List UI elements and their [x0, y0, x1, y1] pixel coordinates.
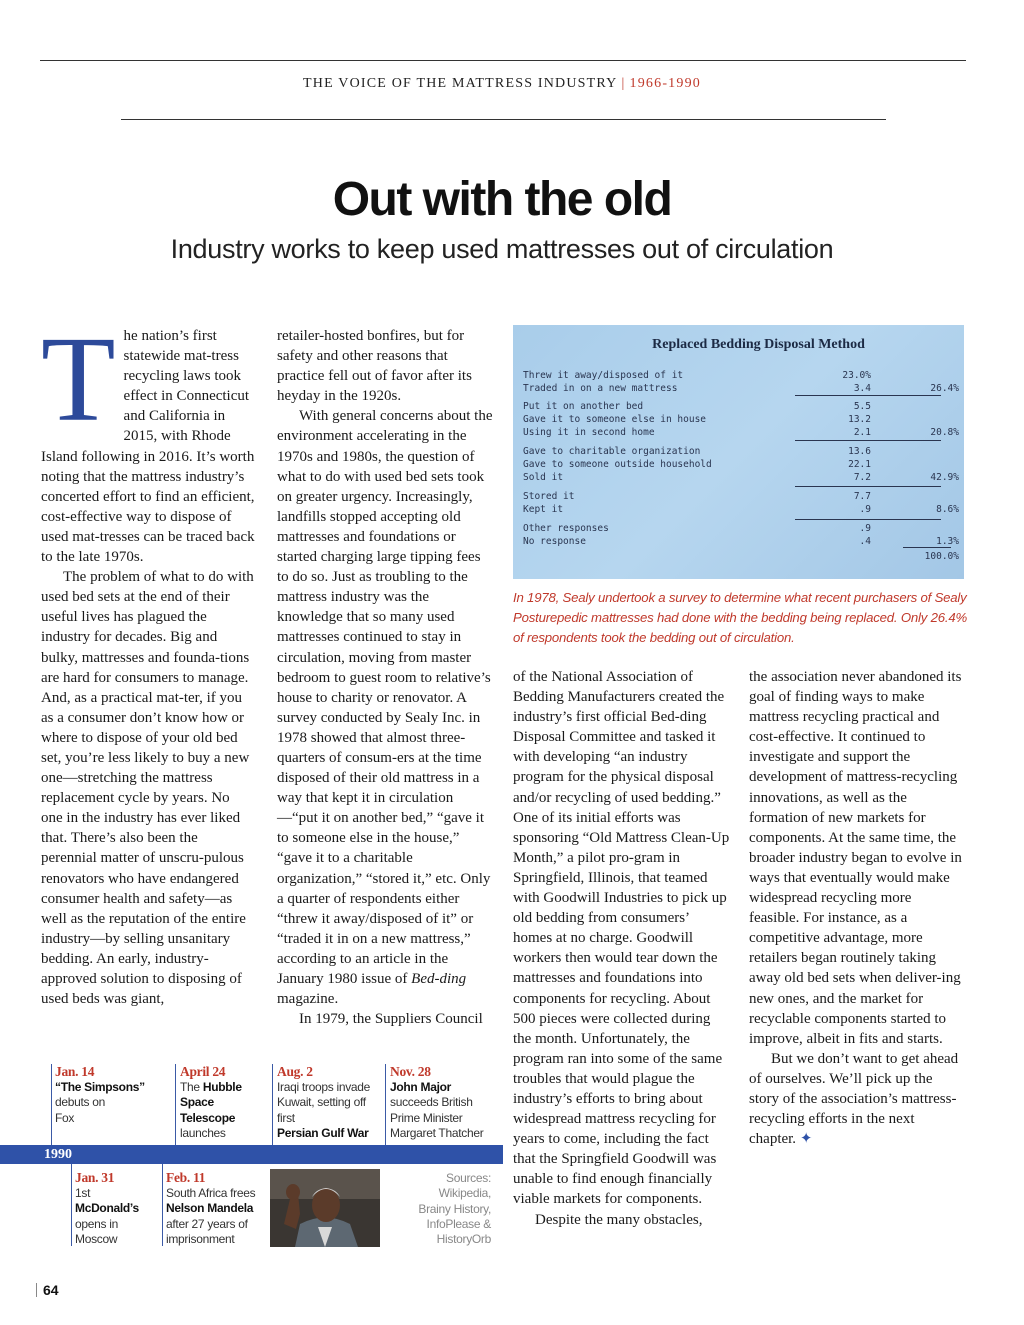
- survey-row-label: Put it on another bed: [523, 401, 644, 412]
- timeline-tick: [71, 1164, 72, 1246]
- top-rule: [40, 60, 966, 61]
- timeline-tick: [272, 1064, 273, 1145]
- timeline-tick: [175, 1064, 176, 1145]
- survey-row-label: Using it in second home: [523, 427, 655, 438]
- survey-row-total: 8.6%: [936, 504, 959, 515]
- survey-table-photo: [513, 325, 964, 579]
- survey-row: [523, 446, 963, 459]
- survey-row-value: 13.2: [848, 414, 871, 425]
- drop-cap: T: [41, 312, 116, 447]
- survey-row: [523, 523, 963, 536]
- body-column-3: [513, 667, 730, 1230]
- survey-row-total: 20.8%: [930, 427, 959, 438]
- article-title: Out with the old: [332, 173, 672, 226]
- timeline-event: Nov. 28 John Major succeeds British Prime Minister Margaret Thatcher: [390, 1064, 484, 1140]
- magazine-title: Bed-ding: [411, 971, 467, 987]
- survey-grand-total: 100.0%: [924, 551, 959, 562]
- survey-row-value: 13.6: [848, 446, 871, 457]
- timeline-event: Jan. 31 1st McDonald’s opens in Moscow: [75, 1170, 139, 1246]
- survey-row-value: 5.5: [853, 401, 871, 412]
- survey-row-label: Stored it: [523, 491, 575, 502]
- article-dek: Industry works to keep used mattresses out of circulation: [170, 234, 834, 264]
- paragraph: retailer-hosted bonfires, but for safety and other reasons that practice fell out of favor after its heyday in the 1920s.: [277, 328, 472, 405]
- timeline-event: Feb. 11 South Africa frees Nelson Mandela after 27 years of imprisonment: [166, 1170, 256, 1246]
- survey-row: [523, 504, 963, 517]
- survey-row-label: Gave to charitable organization: [523, 446, 701, 457]
- timeline-tick: [385, 1064, 386, 1145]
- survey-row-total: 26.4%: [930, 383, 959, 394]
- survey-row-value: 22.1: [848, 459, 871, 470]
- header-rule: [121, 119, 886, 120]
- survey-row-value: 23.0%: [842, 370, 871, 381]
- survey-row-label: Gave it to someone else in house: [523, 414, 707, 425]
- survey-row-value: .4: [859, 536, 871, 547]
- paragraph: The nation’s first statewide mat-tress recycling laws took effect in Connecticut and California in 2015, with Rhode Island following in 2016. It’s worth noting that the mattress industry’s concerted effort to find an efficient, cost-effective way to dispose of used mat-tresses can be traced back to the late 1970s.: [41, 312, 255, 566]
- body-column-4: [749, 667, 964, 1149]
- timeline-bar: [0, 1145, 503, 1164]
- survey-row-total: 1.3%: [936, 536, 959, 547]
- timeline-year: 1990: [44, 1147, 72, 1162]
- survey-row-value: .9: [859, 504, 871, 515]
- mandela-photo: [270, 1169, 380, 1247]
- survey-row-label: Other responses: [523, 523, 609, 534]
- survey-row: [523, 491, 963, 504]
- end-mark-icon: ✦: [799, 1131, 813, 1148]
- survey-row-label: Traded in on a new mattress: [523, 383, 678, 394]
- survey-title: Replaced Bedding Disposal Method: [652, 337, 865, 352]
- paragraph: Despite the many obstacles,: [535, 1211, 703, 1228]
- paragraph: of the National Association of Bedding Manufacturers created the industry’s first official Bed-ding Disposal Committee and tasked it with developing “an industry program for the physical disposal and/or recycling of used bedding.” One of its initial efforts was sponsoring “Old Mattress Clean-Up Month,” a pilot pro-gram in Springfield, Illinois, that teamed with Goodwill Industries to pick up old bedding from consumers’ homes at no charge. Goodwill workers then would tear down the mattresses and foundations into components for recycling. About 500 pieces were collected during the month. Unfortunately, the program ran into some of the same troubles that would plague the industry’s efforts to bring about widespread mattress recycling for years to come, including the fact that the Springfield Goodwill was unable to find enough financially viable markets for components.: [513, 669, 730, 1208]
- timeline-tick: [51, 1064, 52, 1145]
- survey-row: [523, 370, 963, 383]
- survey-row-value: 7.7: [853, 491, 871, 502]
- survey-row-label: Sold it: [523, 472, 564, 483]
- paragraph: But we don’t want to get ahead of ourselves. We’ll pick up the story of the association’s mattress-recycling efforts in the next chapter. ✦: [749, 1050, 959, 1148]
- body-column-2: [277, 326, 493, 1029]
- page-number: 64: [36, 1282, 59, 1298]
- timeline-sources: Sources: Wikipedia, Brainy History, InfoPlease & HistoryOrb: [418, 1171, 491, 1247]
- timeline-event: Jan. 14 “The Simpsons” debuts on Fox: [55, 1064, 145, 1125]
- survey-row: [523, 414, 963, 427]
- survey-row: [523, 459, 963, 472]
- paragraph: With general concerns about the environment accelerating in the 1970s and 1980s, the question of what to do with used bed sets took on greater urgency. Increasingly, landfills stopped accepting old mattresses and foundations or started charging large tipping fees to do so. Just as troubling to the mattress industry was the knowledge that so many used mattresses continued to stay in circulation, moving from master bedroom to guest room to relative’s house to charity or renovator. A survey conducted by Sealy Inc. in 1978 showed that almost three-quarters of consum-ers at the time disposed of their old mattress in a way that kept it in circulation—“put it on another bed,” “gave it to someone else in the house,” “gave it to a charitable organization,” “stored it,” etc. Only a quarter of respondents either “threw it away/disposed of it” or “traded it in on a new mattress,” according to an article in the January 1980 issue of Bed-ding magazine.: [277, 408, 493, 1008]
- survey-caption: In 1978, Sealy undertook a survey to determine what recent purchasers of Sealy Posturepedic mattresses had done with the bedding being replaced. Only 26.4% of respondents took the bedding out of circulation.: [513, 590, 967, 645]
- timeline-event: April 24 The Hubble Space Telescope launches: [180, 1064, 242, 1140]
- folio-rule: [36, 1283, 37, 1297]
- survey-row: [523, 536, 963, 549]
- survey-row-total: 42.9%: [930, 472, 959, 483]
- running-head: THE VOICE OF THE MATTRESS INDUSTRY | 1966-1990: [303, 76, 701, 91]
- paragraph: The problem of what to do with used bed sets at the end of their useful lives has plagued the industry for decades. Big and bulky, mattresses and founda-tions are hard for consumers to manage. And, as a practical mat-ter, if you as a consumer don’t know how or where to dispose of your old bed set, you’re less likely to buy a new one—stretching the mattress replacement cycle by years. No one in the industry has ever liked that. There’s also been the perennial matter of unscru-pulous renovators who have endangered consumer health and safety—as well as the reputation of the entire industry—by selling unsanitary bedding. An early, industry-approved solution to disposing of used beds was giant,: [41, 569, 254, 1008]
- survey-row-label: Gave to someone outside household: [523, 459, 712, 470]
- survey-row-value: .9: [859, 523, 871, 534]
- portrait-image: [270, 1169, 380, 1247]
- timeline-tick: [162, 1164, 163, 1246]
- survey-row: [523, 401, 963, 414]
- survey-row-value: 7.2: [853, 472, 871, 483]
- survey-row-label: Threw it away/disposed of it: [523, 370, 684, 381]
- timeline-event: Aug. 2 Iraqi troops invade Kuwait, setting off first Persian Gulf War: [277, 1064, 371, 1140]
- survey-row: [523, 472, 963, 485]
- survey-row-label: Kept it: [523, 504, 564, 515]
- survey-row: [523, 427, 963, 440]
- survey-row-value: 3.4: [853, 383, 871, 394]
- body-column-1: [41, 312, 255, 1009]
- paragraph: In 1979, the Suppliers Council: [299, 1011, 483, 1028]
- survey-row-value: 2.1: [853, 427, 871, 438]
- survey-row-label: No response: [523, 536, 586, 547]
- paragraph: the association never abandoned its goal of finding ways to make mattress recycling practical and cost-effective. It continued to investigate and support the development of mattress-recycling innovations, as well as the formation of new markets for components. At the same time, the broader industry began to evolve in ways that eventually would make widespread recycling more feasible. For instance, as a competitive advantage, more retailers began routinely taking away old bed sets when deliver-ing new ones, and the market for recyclable components started to improve, albeit in fits and starts.: [749, 669, 962, 1047]
